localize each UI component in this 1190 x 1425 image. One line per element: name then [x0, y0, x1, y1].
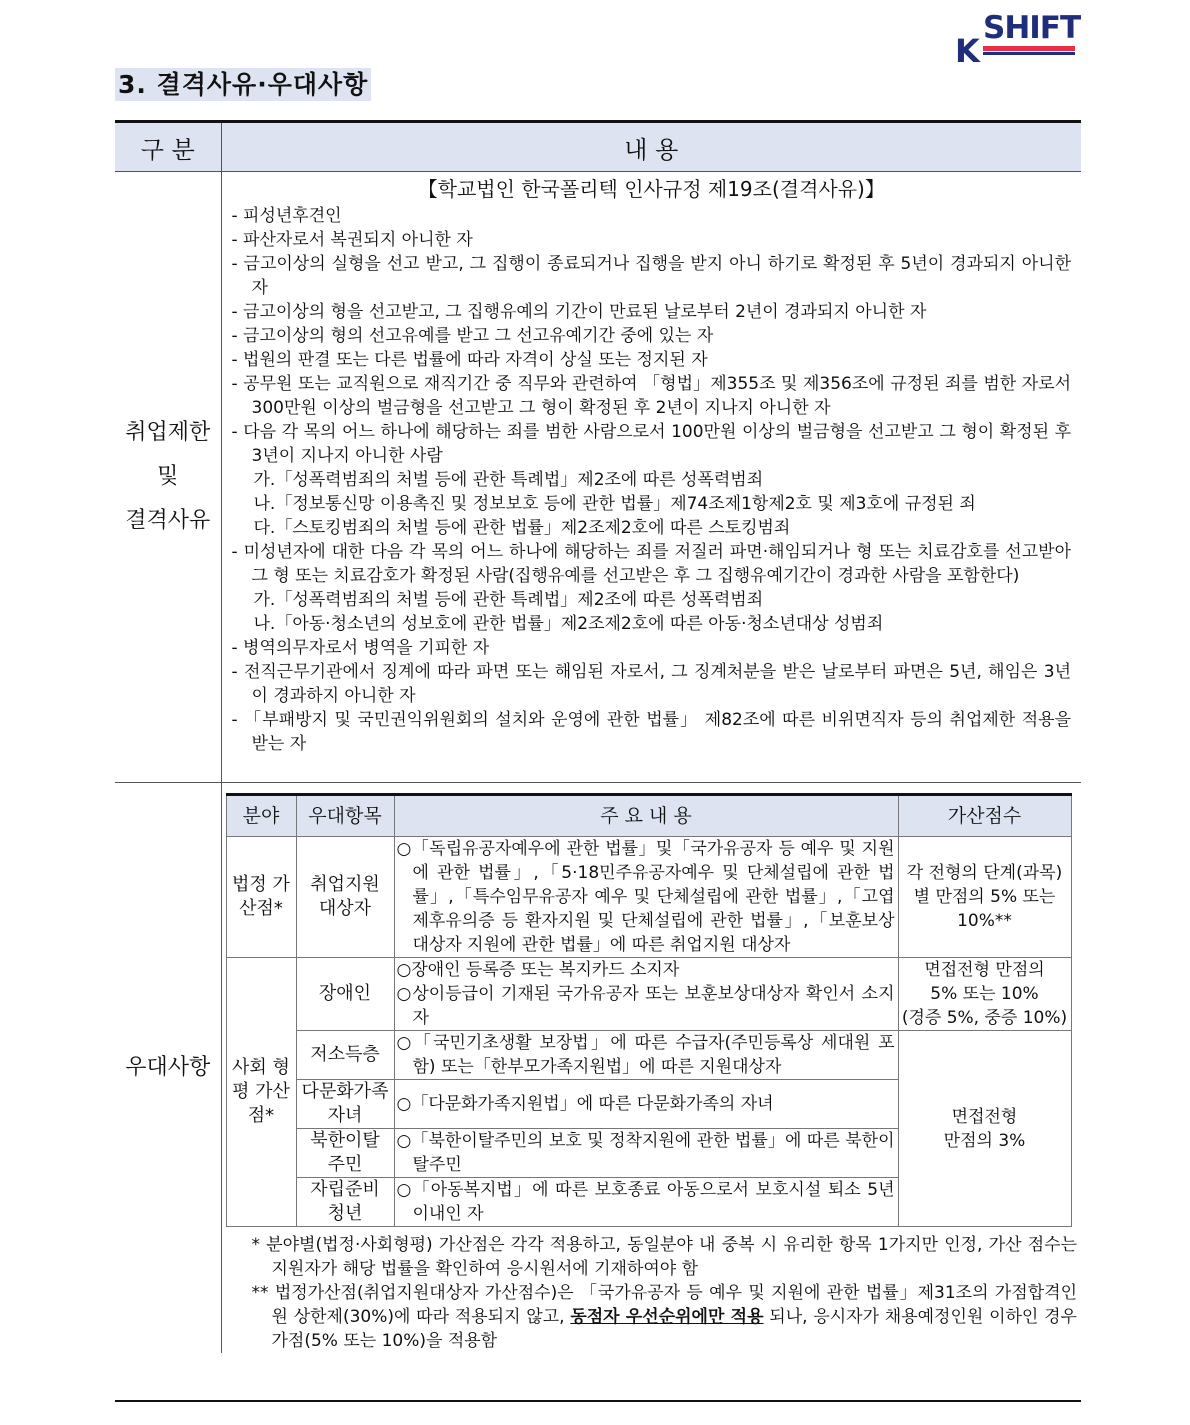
pref-header-field: 분야	[226, 795, 296, 837]
restriction-item: - 금고이상의 실형을 선고 받고, 그 집행이 종료되거나 집행을 받지 아니 하기로 확정된 후 5년이 경과되지 아니한 자	[231, 254, 1071, 298]
restriction-item: - 피성년후견인	[231, 206, 342, 226]
restriction-label-line: 결격사유	[125, 508, 211, 533]
social-item: 다문화가족 자녀	[296, 1080, 394, 1129]
restriction-item: - 법원의 판결 또는 다른 법률에 따라 자격이 상실 또는 정지된 자	[231, 350, 708, 370]
restriction-row	[115, 172, 1081, 783]
restriction-item: - 금고이상의 형의 선고유예를 받고 그 선고유예기간 중에 있는 자	[231, 326, 714, 346]
social-field: 사회 형평 가산점*	[226, 958, 296, 1227]
restriction-subitem: 나.「정보통신망 이용촉진 및 정보보호 등에 관한 법률」제74조제1항제2호 및 제3호에 규정된 죄	[253, 494, 976, 514]
restriction-item: - 미성년자에 대한 다음 각 목의 어느 하나에 해당하는 죄를 저질러 파면·해임되거나 형 또는 치료감호를 선고받아 그 형 또는 치료감호가 확정된 사람(집행유예를 선고받은 후 그 집행유예기간이 경과한 사람을 포함한다)	[231, 542, 1071, 586]
legal-row	[226, 837, 1071, 958]
bottom-rule	[115, 1400, 1081, 1402]
restriction-content	[221, 172, 1081, 783]
note-2-emphasis: 동점자 우선순위에만 적용	[570, 1307, 764, 1327]
logo-shift-text: SHIFT	[983, 10, 1081, 46]
social-content: ○「다문화가족지원법」에 따른 다문화가족의 자녀	[394, 1080, 898, 1129]
note-2-text: 되나, 응시자가 채용예정인원 이하인 경우 가점(5% 또는 10%)을 적용함	[271, 1307, 1077, 1351]
restriction-subitem: 다.「스토킹범죄의 처벌 등에 관한 법률」제2조제2호에 따른 스토킹범죄	[253, 518, 791, 538]
social-content	[394, 958, 898, 1031]
restriction-item: - 전직근무기관에서 징계에 따라 파면 또는 해임된 자로서, 그 징계처분을 받은 날로부터 파면은 5년, 해임은 3년이 경과하지 아니한 자	[231, 662, 1071, 706]
social-content-line: ○장애인 등록증 또는 복지카드 소지자	[396, 960, 680, 980]
social-score-others	[898, 1031, 1071, 1227]
restriction-item: - 다음 각 목의 어느 하나에 해당하는 죄를 범한 사람으로서 100만원 이상의 벌금형을 선고받고 그 형이 확정된 후 3년이 지나지 아니한 사람	[231, 422, 1071, 466]
legal-score: 각 전형의 단계(과목)별 만점의 5% 또는 10%**	[898, 837, 1071, 958]
score-line: (경증 5%, 중증 10%)	[901, 1008, 1068, 1028]
social-row-disabled	[226, 958, 1071, 1031]
preference-notes	[222, 1227, 1082, 1353]
note-2	[240, 1281, 1078, 1353]
social-content-line: ○상이등급이 기재된 국가유공자 또는 보훈보상대상자 확인서 소지자	[396, 984, 895, 1028]
restriction-list	[232, 204, 1072, 756]
main-table	[115, 120, 1081, 1353]
social-content: ○「국민기초생활 보장법」에 따른 수급자(주민등록상 세대원 포함) 또는「한부모가족지원법」에 따른 지원대상자	[394, 1031, 898, 1080]
header-category: 구 분	[115, 122, 221, 172]
legal-item: 취업지원 대상자	[296, 837, 394, 958]
logo-red-bar	[983, 46, 1075, 51]
restriction-item: - 공무원 또는 교직원으로 재직기간 중 직무와 관련하여 「형법」제355조 및 제356조에 규정된 죄를 범한 자로서 300만원 이상의 벌금형을 선고받고 그 형이 확정된 후 2년이 지나지 아니한 자	[231, 374, 1071, 418]
restriction-item: - 금고이상의 형을 선고받고, 그 집행유예의 기간이 만료된 날로부터 2년이 경과되지 아니한 자	[231, 302, 927, 322]
pref-header-item: 우대항목	[296, 795, 394, 837]
restriction-item: - 파산자로서 복권되지 아니한 자	[231, 230, 473, 250]
logo-blue-bar	[983, 52, 1075, 55]
header-content: 내 용	[221, 122, 1081, 172]
logo-k-text: K	[955, 32, 980, 70]
preference-content	[221, 783, 1081, 1354]
social-item: 장애인	[296, 958, 394, 1031]
score-line: 5% 또는 10%	[930, 984, 1039, 1004]
restriction-subitem: 나.「아동·청소년의 성보호에 관한 법률」제2조제2호에 따른 아동·청소년대상 성범죄	[253, 614, 884, 634]
social-item: 북한이탈 주민	[296, 1129, 394, 1178]
social-row-lowincome	[226, 1031, 1071, 1080]
social-item: 자립준비 청년	[296, 1178, 394, 1227]
note-2-text: ** 법정가산점(취업지원대상자 가산점수)은 「국가유공자 등 예우 및 지원에 관한 법률」제31조의 가점합격인원 상한제(30%)에 따라 적용되지 않고,	[251, 1283, 1077, 1327]
preference-row	[115, 783, 1081, 1354]
kshift-logo	[955, 10, 1081, 70]
social-content: ○「북한이탈주민의 보호 및 정착지원에 관한 법률」에 따른 북한이탈주민	[394, 1129, 898, 1178]
social-item: 저소득층	[296, 1031, 394, 1080]
restriction-label	[115, 172, 221, 783]
restriction-item: - 병역의무자로서 병역을 기피한 자	[231, 638, 490, 658]
preference-table	[226, 793, 1072, 1227]
social-content: ○「아동복지법」에 따른 보호종료 아동으로서 보호시설 퇴소 5년 이내인 자	[394, 1178, 898, 1227]
score-line: 면접전형	[951, 1106, 1018, 1127]
legal-field: 법정 가산점*	[226, 837, 296, 958]
score-line: 만점의 3%	[943, 1130, 1026, 1151]
note-1: * 분야별(법정·사회형평) 가산점은 각각 적용하고, 동일분야 내 중복 시 유리한 항목 1가지만 인정, 가산 점수는 지원자가 해당 법률을 확인하여 응시원서에 기재하여야 함	[251, 1235, 1077, 1279]
section-title: 3. 결격사유·우대사항	[115, 68, 371, 101]
legal-content: ○「독립유공자예우에 관한 법률」및「국가유공자 등 예우 및 지원에 관한 법률」,「5·18민주유공자예우 및 단체설립에 관한 법률」,「특수임무유공자 예우 및 단체설립에 관한 법률」,「고엽제후유의증 등 환자지원 및 단체설립에 관한 법률」,「보훈보상대상자 지원에 관한 법률」에 따른 취업지원 대상자	[394, 837, 898, 958]
restriction-subitem: 가.「성폭력범죄의 처벌 등에 관한 특례법」제2조에 따른 성폭력범죄	[253, 590, 764, 610]
law-title: 【학교법인 한국폴리텍 인사규정 제19조(결격사유)】	[417, 177, 885, 201]
social-score-disabled	[898, 958, 1071, 1031]
restriction-label-line: 및	[157, 464, 179, 489]
score-line: 면접전형 만점의	[924, 960, 1045, 980]
pref-header-content: 주 요 내 용	[394, 795, 898, 837]
preference-label: 우대사항	[115, 783, 221, 1354]
restriction-label-line: 취업제한	[125, 420, 211, 445]
restriction-subitem: 가.「성폭력범죄의 처벌 등에 관한 특례법」제2조에 따른 성폭력범죄	[253, 470, 764, 490]
pref-header-score: 가산점수	[898, 795, 1071, 837]
restriction-item: - 「부패방지 및 국민권익위원회의 설치와 운영에 관한 법률」 제82조에 따른 비위면직자 등의 취업제한 적용을 받는 자	[231, 710, 1071, 754]
